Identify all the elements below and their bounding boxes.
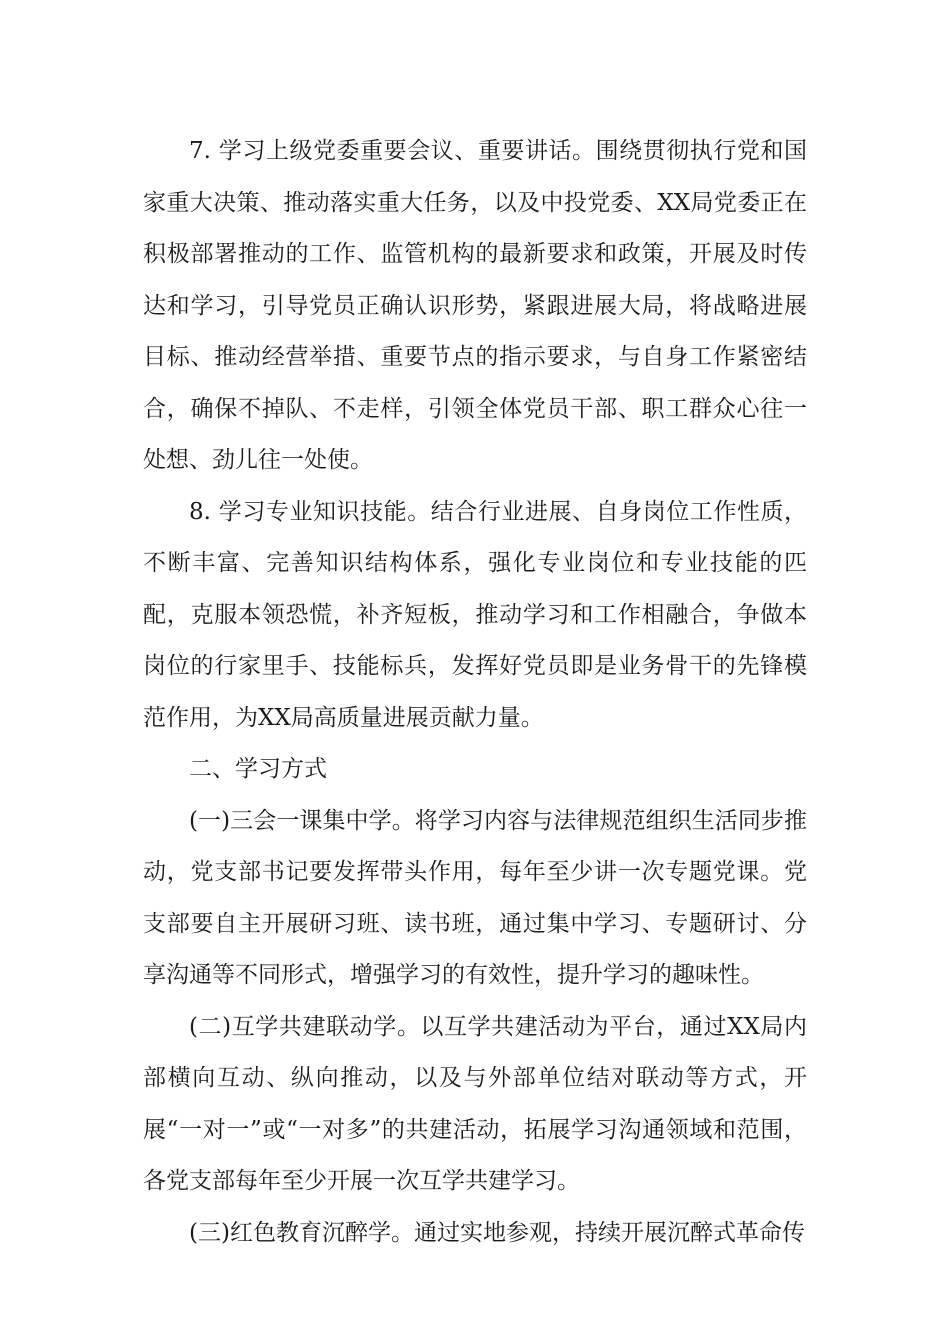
paragraph-method-1: (一)三会一课集中学。将学习内容与法律规范组织生活同步推动，党支部书记要发挥带头作用，每年至少讲一次专题党课。党支部要自主开展研习班、读书班，通过集中学习、专题研讨、分享沟通等不同形式，增强学习的有效性，提升学习的趣味性。 [143, 807, 807, 988]
paragraph-method-3: (三)红色教育沉醉学。通过实地参观，持续开展沉醉式革命传 [189, 1219, 805, 1246]
paragraph-item-7: 7. 学习上级党委重要会议、重要讲话。围绕贯彻执行党和国家重大决策、推动落实重大任务，以及中投党委、XX局党委正在积极部署推动的工作、监管机构的最新要求和政策，开展及时传达和学习，引导党员正确认识形势，紧跟进展大局，将战略进展目标、推动经营举措、重要节点的指示要求，与自身工作紧密结合，确保不掉队、不走样，引领全体党员干部、职工群众心往一处想、劲儿往一处使。 [143, 138, 807, 473]
paragraph-item-8: 8. 学习专业知识技能。结合行业进展、自身岗位工作性质，不断丰富、完善知识结构体系，强化专业岗位和专业技能的匹配，克服本领恐慌，补齐短板，推动学习和工作相融合，争做本岗位的行家里手、技能标兵，发挥好党员即是业务骨干的先锋模范作用，为XX局高质量进展贡献力量。 [143, 498, 807, 731]
paragraph-method-2: (二)互学共建联动学。以互学共建活动为平台，通过XX局内部横向互动、纵向推动，以及与外部单位结对联动等方式，开展“一对一”或“一对多”的共建活动，拓展学习沟通领域和范围，各党支部每年至少开展一次互学共建学习。 [143, 1013, 807, 1194]
document-body [143, 126, 807, 1259]
section-heading-study-methods: 二、学习方式 [189, 756, 327, 782]
